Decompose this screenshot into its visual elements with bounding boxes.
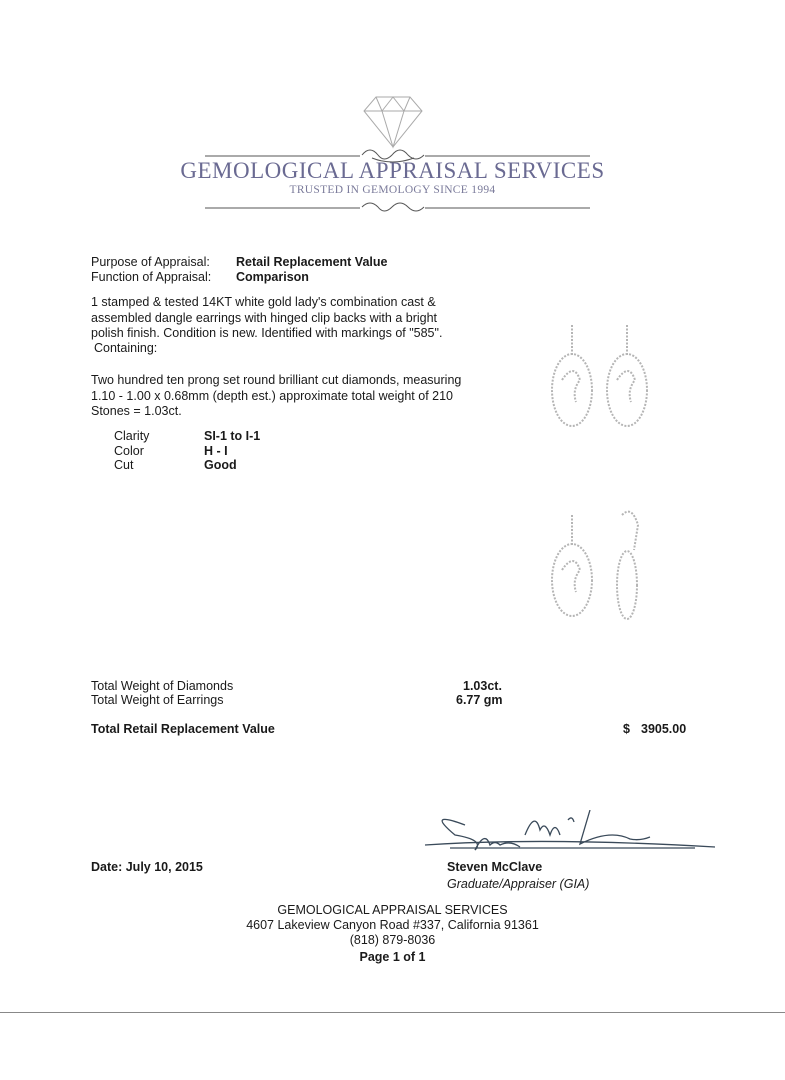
color-label: Color [114,444,144,458]
diamond-icon [364,97,422,147]
containing-label: Containing: [94,341,158,355]
logo-tagline: TRUSTED IN GEMOLOGY SINCE 1994 [289,184,496,196]
earrings-photo [530,315,680,645]
cut-label: Cut [114,458,134,472]
footer-address: 4607 Lakeview Canyon Road #337, California 91361 [246,918,539,932]
currency-symbol: $ [623,722,630,736]
appraisal-date: Date: July 10, 2015 [91,860,203,874]
retail-value-label: Total Retail Replacement Value [91,722,275,736]
appraiser-name: Steven McClave [447,860,543,874]
clarity-value: SI-1 to I-1 [204,429,261,443]
function-label: Function of Appraisal: [91,270,212,284]
diamonds-weight-label: Total Weight of Diamonds [91,679,234,693]
appraiser-title: Graduate/Appraiser (GIA) [447,877,590,891]
signature [420,810,720,860]
color-value: H - I [204,444,228,458]
footer-phone: (818) 879-8036 [349,933,436,947]
ornament-bottom [205,203,590,211]
item-description: 1 stamped & tested 14KT white gold lady's combination cast & assembled dangle earrings with hinged clip backs with a bright polish finish. Condition is new. Identified with markings of "585". [91,295,443,340]
company-logo [0,85,785,225]
earrings-weight-label: Total Weight of Earrings [91,693,224,707]
earrings-weight-value: 6.77 gm [456,693,503,707]
footer-company: GEMOLOGICAL APPRAISAL SERVICES [277,903,508,917]
logo-title: GEMOLOGICAL APPRAISAL SERVICES [180,158,605,183]
function-value: Comparison [236,270,309,284]
purpose-value: Retail Replacement Value [236,255,388,269]
page-edge-divider [0,1012,785,1013]
purpose-label: Purpose of Appraisal: [91,255,210,269]
retail-value: 3905.00 [641,722,687,736]
clarity-label: Clarity [114,429,150,443]
stones-description: Two hundred ten prong set round brilliant cut diamonds, measuring 1.10 - 1.00 x 0.68mm (depth est.) approximate total weight of 210 Stones = 1.03ct. [91,373,462,418]
cut-value: Good [204,458,237,472]
diamonds-weight-value: 1.03ct. [463,679,502,693]
page-number: Page 1 of 1 [359,950,426,964]
